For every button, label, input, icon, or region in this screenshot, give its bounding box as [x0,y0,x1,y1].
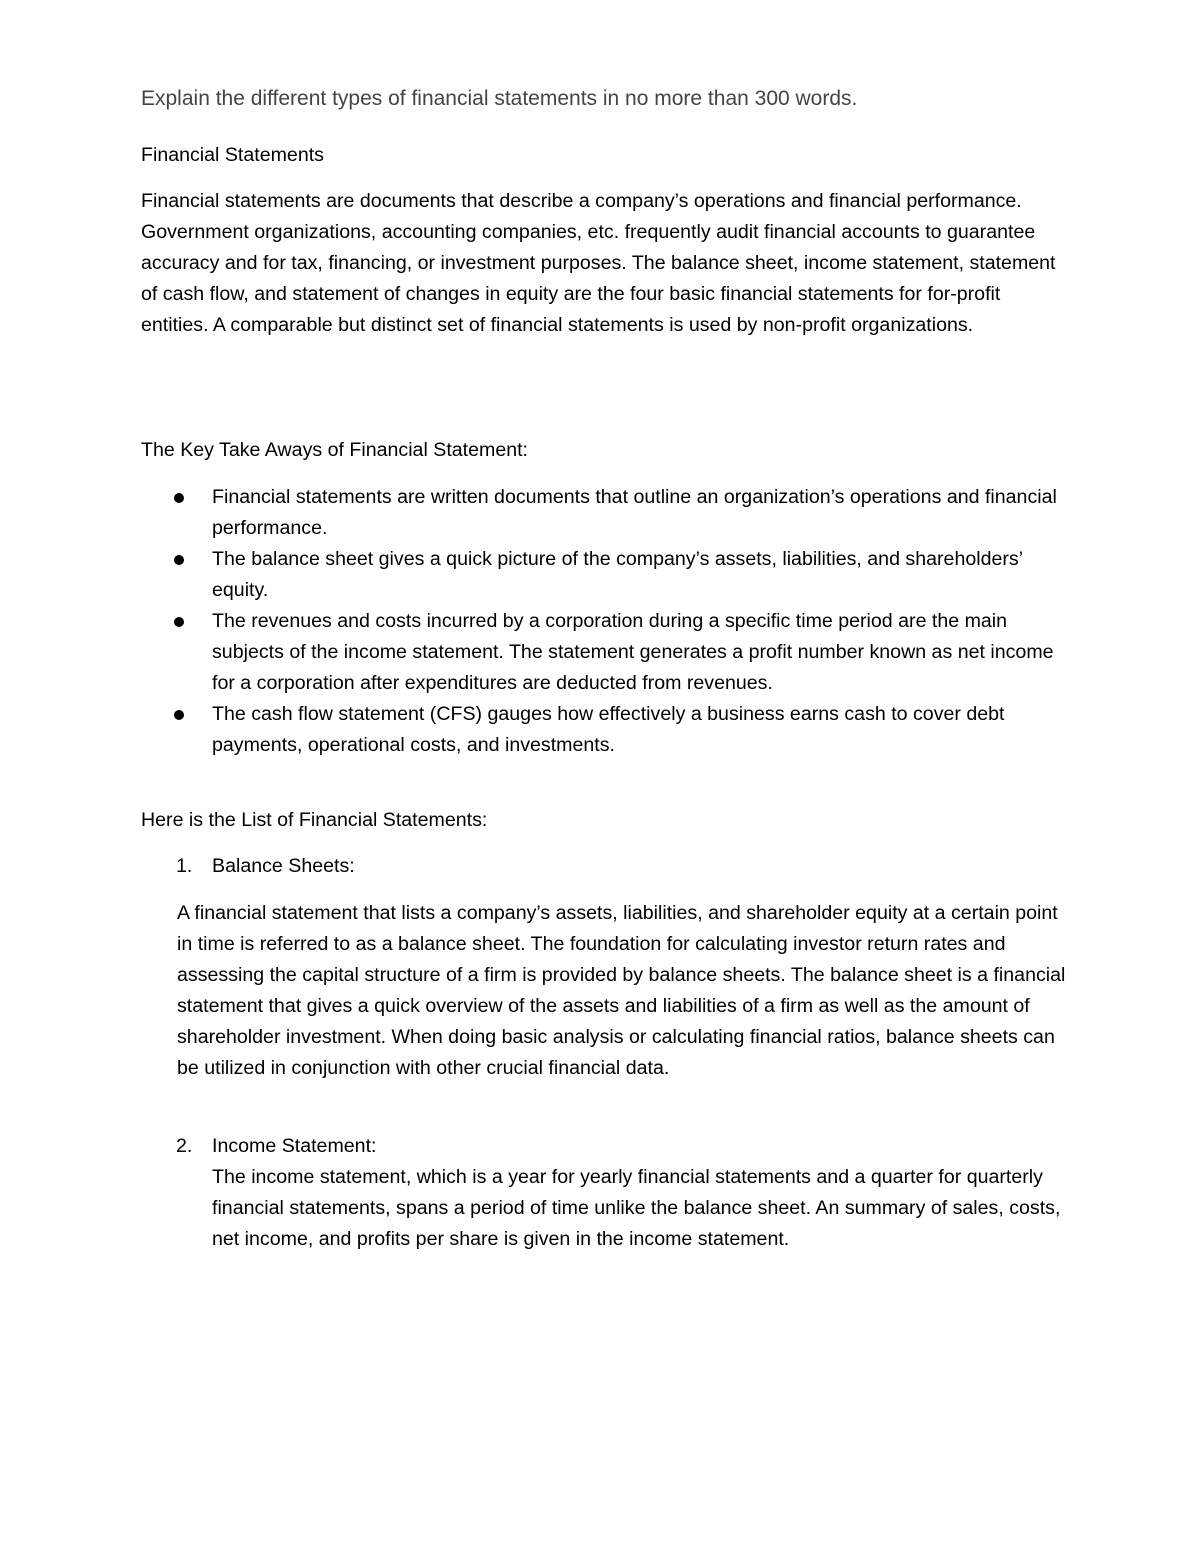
list-item [141,606,1081,699]
numbered-item-income-statement [141,1131,1081,1162]
list-item [141,544,1081,606]
section-heading-financial-statements: Financial Statements [141,144,324,166]
numbered-item-balance-sheets [141,851,1081,882]
section-heading-key-takeaways: The Key Take Aways of Financial Statement: [141,439,529,461]
bullet-icon [174,555,184,565]
list-number: 2. [176,1135,193,1157]
list-number: 1. [176,855,193,877]
intro-paragraph: Financial statements are documents that describe a company’s operations and financial performance. Government organizations, accounting companies, etc. frequently audit financial accounts to guarantee accuracy and for tax, financing, or investment purposes. The balance sheet, income statement, statement of cash flow, and statement of changes in equity are the four basic financial statements for for-profit entities. A comparable but distinct set of financial statements is used by non-profit organizations. [141,190,1056,336]
bullet-text: The cash flow statement (CFS) gauges how effectively a business earns cash to cover debt payments, operational costs, and investments. [212,703,1005,756]
bullet-text: The revenues and costs incurred by a corporation during a specific time period are the main subjects of the income statement. The statement generates a profit number known as net income for a corporation after expenditures are deducted from revenues. [212,610,1054,694]
bullet-text: The balance sheet gives a quick picture of the company’s assets, liabilities, and shareholders’ equity. [212,548,1023,601]
key-takeaways-list [141,482,1081,761]
list-item [141,482,1081,544]
numbered-item-label: Income Statement: [212,1135,377,1157]
bullet-icon [174,493,184,503]
list-item [141,699,1081,761]
question-prompt: Explain the different types of financial statements in no more than 300 words. [141,87,858,110]
bullet-icon [174,710,184,720]
bullet-text: Financial statements are written documents that outline an organization’s operations and financial performance. [212,486,1057,539]
income-statement-paragraph: The income statement, which is a year for yearly financial statements and a quarter for quarterly financial statements, spans a period of time unlike the balance sheet. An summary of sales, costs, net income, and profits per share is given in the income statement. [212,1166,1061,1250]
section-heading-list: Here is the List of Financial Statements: [141,809,488,831]
bullet-icon [174,617,184,627]
numbered-item-label: Balance Sheets: [212,855,355,877]
balance-sheet-paragraph: A financial statement that lists a company’s assets, liabilities, and shareholder equity at a certain point in time is referred to as a balance sheet. The foundation for calculating investor return rates and assessing the capital structure of a firm is provided by balance sheets. The balance sheet is a financial statement that gives a quick overview of the assets and liabilities of a firm as well as the amount of shareholder investment. When doing basic analysis or calculating financial ratios, balance sheets can be utilized in conjunction with other crucial financial data. [177,902,1066,1079]
